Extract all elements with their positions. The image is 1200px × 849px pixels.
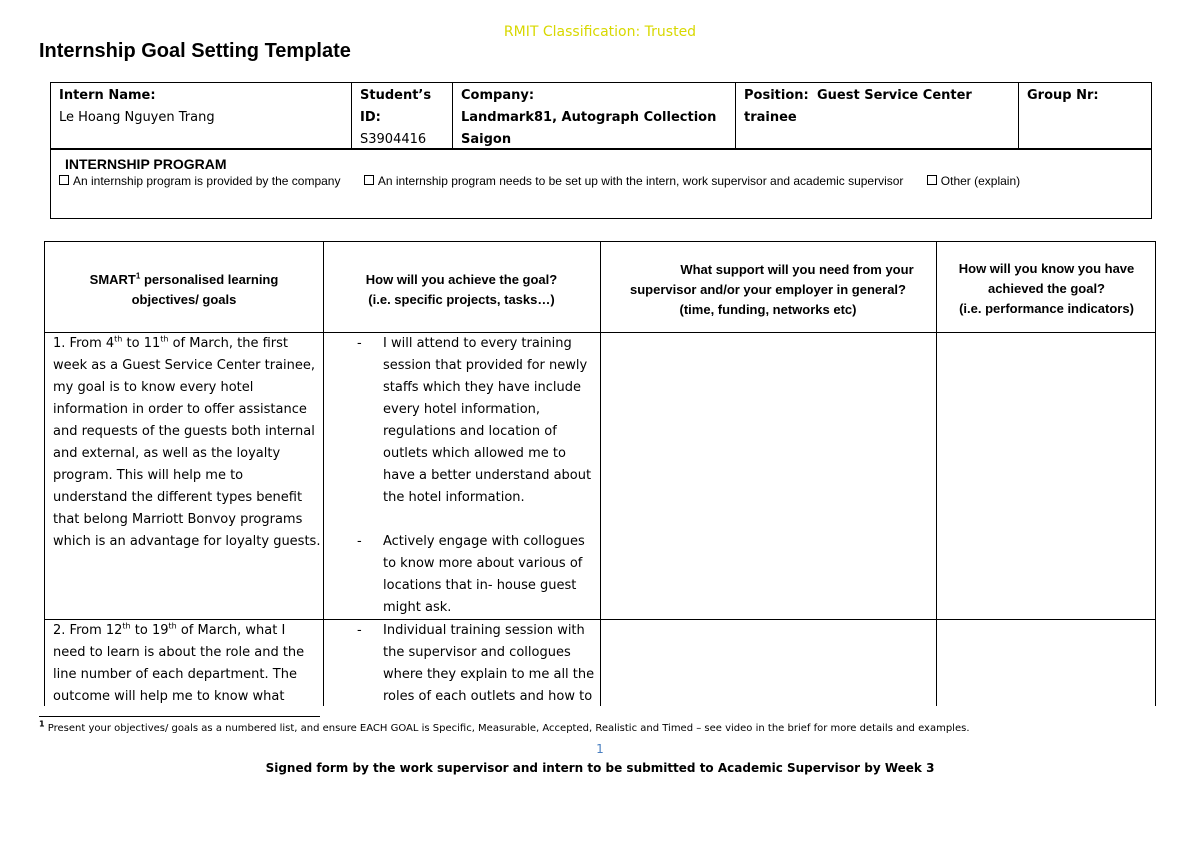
header-support-line3: (time, funding, networks etc) <box>679 302 857 317</box>
position-cell <box>735 83 1018 148</box>
company-label: Company: <box>461 88 535 103</box>
program-option-setup[interactable] <box>364 174 904 188</box>
program-option-label: Other (explain) <box>940 174 1021 188</box>
goal-1-line: that belong Marriott Bonvoy programs <box>53 512 303 527</box>
goal-1-line: which is an advantage for loyalty guests. <box>53 534 321 549</box>
position-label: Position: <box>744 88 809 103</box>
header-perf-line3: (i.e. performance indicators) <box>959 301 1134 316</box>
goal-1-line: and external, as well as the loyalty <box>53 446 281 461</box>
footnote-separator <box>39 716 320 717</box>
header-smart-line1: SMART$^1$ personalised learning <box>89 271 279 287</box>
goal-1-action-item: - I will attend to every training session that provided for newly staffs which they have include every hotel information, regulations and location of outlets which allowed me to have a better understand about the hotel information. <box>357 333 597 509</box>
header-how-achieve <box>323 242 600 332</box>
goal-2-line: outcome will help me to know what <box>53 689 285 704</box>
internship-program-title: INTERNSHIP PROGRAM <box>65 156 227 172</box>
header-smart-goals <box>45 242 323 332</box>
group-nr-label: Group Nr: <box>1027 88 1099 103</box>
footnote: $^1$ Present your objectives/ goals as a numbered list, and ensure EACH GOAL is Specific, Measurable, Accepted, Realistic and Timed – see video in the brief for more details and examples. <box>39 719 970 734</box>
submission-note: Signed form by the work supervisor and intern to be submitted to Academic Supervisor by Week 3 <box>265 761 935 775</box>
company-value-line2: Saigon <box>461 132 512 147</box>
header-smart-line2: objectives/ goals <box>131 292 237 307</box>
checkbox-icon[interactable] <box>364 175 374 185</box>
position-value: Guest Service Center trainee <box>744 88 972 125</box>
goal-1-action-item: - Actively engage with collogues to know more about various of locations that in- house guest might ask. <box>357 531 597 619</box>
goal-2-action-item: - Individual training session with the supervisor and collogues where they explain to me all the roles of each outlets and how to <box>357 620 597 706</box>
group-nr-cell <box>1018 83 1153 148</box>
goal-2-actions <box>357 620 597 706</box>
checkbox-icon[interactable] <box>927 175 937 185</box>
intern-name-label: Intern Name: <box>59 88 156 103</box>
program-option-provided[interactable] <box>59 174 340 188</box>
program-option-label: An internship program is provided by the company <box>73 174 341 188</box>
bullet-dash: - <box>357 623 362 638</box>
company-cell <box>452 83 735 148</box>
internship-program-section <box>51 151 1151 188</box>
goal-1-line: week as a Guest Service Center trainee, <box>53 358 316 373</box>
goal-1-line: and requests of the guests both internal <box>53 424 315 439</box>
goal-setting-table <box>44 241 1156 706</box>
goal-1-line: information in order to offer assistance <box>53 402 307 417</box>
program-option-label: An internship program needs to be set up with the intern, work supervisor and academic supervisor <box>377 174 904 188</box>
student-id-label: Student’s ID: <box>360 88 432 125</box>
goal-1-line: my goal is to know every hotel <box>53 380 254 395</box>
header-how-line2: (i.e. specific projects, tasks…) <box>368 292 555 307</box>
page-number: 1 <box>596 742 604 756</box>
document-title: Internship Goal Setting Template <box>39 40 351 62</box>
goal-1-line: understand the different types benefit <box>53 490 303 505</box>
bullet-dash: - <box>357 534 362 549</box>
internship-program-options <box>59 174 1151 188</box>
intern-info-table <box>50 82 1152 219</box>
header-how-line1: How will you achieve the goal? <box>365 272 558 287</box>
header-support-line2: supervisor and/or your employer in general? <box>630 282 906 297</box>
company-value-line1: Landmark81, Autograph Collection <box>461 110 717 125</box>
classification-label: RMIT Classification: Trusted <box>503 24 697 40</box>
bullet-dash: - <box>357 336 362 351</box>
goal-2-line: need to learn is about the role and the <box>53 645 305 660</box>
header-perf-line2: achieved the goal? <box>987 281 1106 296</box>
intern-name-value: Le Hoang Nguyen Trang <box>59 110 215 125</box>
intern-name-cell <box>51 83 351 148</box>
header-performance <box>936 242 1156 332</box>
goal-2-first-line: 2. From 12th to 19th of March, what I <box>53 621 286 638</box>
goal-1-line: program. This will help me to <box>53 468 244 483</box>
header-support-line1: What support will you need from your <box>680 262 914 277</box>
student-id-value: S3904416 <box>360 132 427 147</box>
goal-1-first-line: 1. From 4th to 11th of March, the first <box>53 334 289 351</box>
student-id-cell <box>351 83 452 148</box>
goal-1-actions <box>357 333 597 619</box>
goal-1-cell <box>53 333 321 553</box>
checkbox-icon[interactable] <box>59 175 69 185</box>
intern-info-row <box>51 83 1151 150</box>
header-support <box>600 242 936 332</box>
goal-2-cell <box>53 620 321 706</box>
program-option-other[interactable] <box>927 174 1020 188</box>
goal-2-line: line number of each department. The <box>53 667 297 682</box>
header-perf-line1: How will you know you have <box>958 261 1135 276</box>
